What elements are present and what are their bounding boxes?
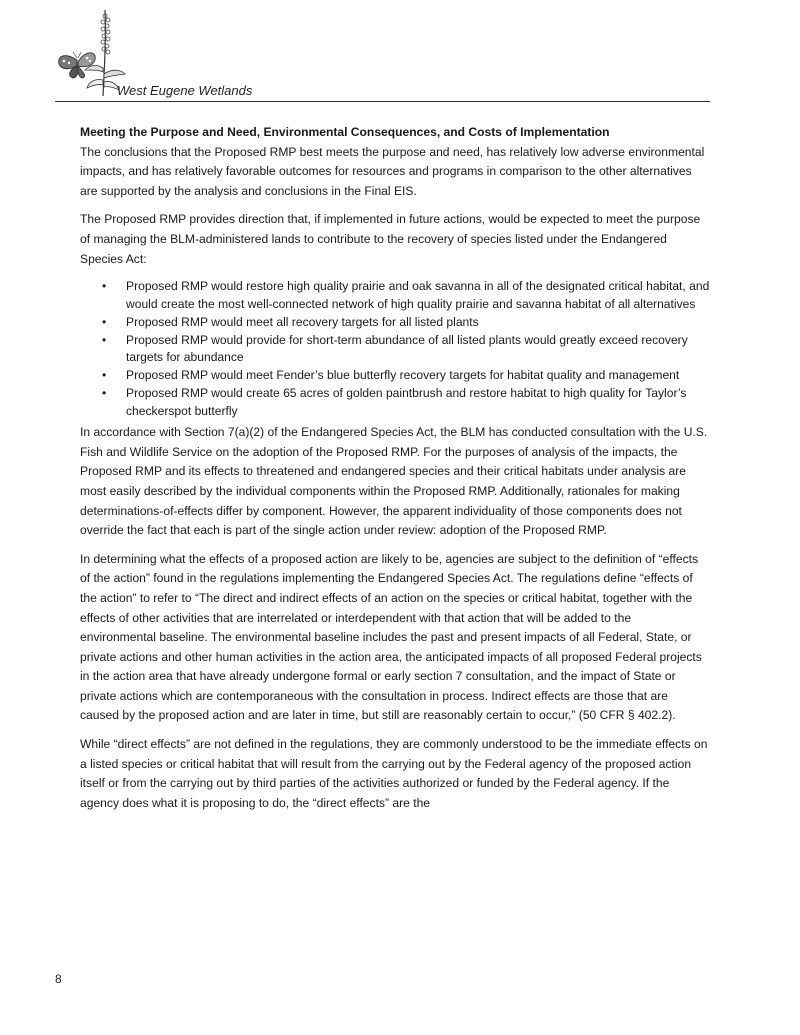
document-title: West Eugene Wetlands	[117, 83, 253, 98]
section-heading: Meeting the Purpose and Need, Environmental Consequences, and Costs of Implementation	[80, 125, 610, 139]
paragraph-2: The Proposed RMP provides direction that, if implemented in future actions, would be expected to meet the purpose of managing the BLM-administered lands to contribute to the recovery of species listed under the Endangered Species Act:	[80, 212, 701, 266]
bullet-list	[80, 278, 710, 420]
paragraph-3: In accordance with Section 7(a)(2) of the Endangered Species Act, the BLM has conducted consultation with the U.S. Fish and Wildlife Service on the adoption of the Proposed RMP. For the purposes of analysis of the impacts, the Proposed RMP and its effects to threatened and endangered species and their critical habitats under analysis are most easily described by the individual components within the Proposed RMP. Additionally, rationales for making determinations-of-effects differ by component. However, the apparent individuality of those components does not override the fact that each is part of the single action under review: adoption of the Proposed RMP.	[80, 425, 708, 538]
list-item-text: Proposed RMP would restore high quality prairie and oak savanna in all of the designated critical habitat, and would create the most well-connected network of high quality prairie and savanna habitat of all alternatives	[126, 279, 710, 311]
list-item	[80, 385, 710, 420]
header-divider	[55, 101, 710, 102]
paragraph-5: While “direct effects” are not defined in the regulations, they are commonly understood to be the immediate effects on a listed species or critical habitat that will result from the carrying out by the Federal agency of the proposed action itself or from the carrying out by third parties of the activities authorized or funded by the Federal agency. If the agency does what it is proposing to do, the “direct effects” are the	[80, 737, 708, 810]
bullet-icon: •	[102, 386, 107, 401]
list-item-text: Proposed RMP would meet all recovery targets for all listed plants	[126, 314, 479, 329]
list-item	[80, 367, 710, 385]
bullet-icon: •	[102, 279, 107, 294]
bullet-icon: •	[102, 368, 107, 383]
main-content	[80, 123, 710, 822]
list-item-text: Proposed RMP would meet Fender’s blue butterfly recovery targets for habitat quality and management	[126, 368, 680, 383]
list-item	[80, 314, 710, 332]
list-item	[80, 278, 710, 313]
bullet-icon: •	[102, 332, 107, 347]
bullet-icon: •	[102, 314, 107, 329]
list-item	[80, 332, 710, 367]
paragraph-intro	[80, 123, 710, 201]
list-item-text: Proposed RMP would provide for short-term abundance of all listed plants would greatly exceed recovery targets for abundance	[126, 332, 688, 365]
list-item-text: Proposed RMP would create 65 acres of golden paintbrush and restore habitat to high quality for Taylor’s checkerspot butterfly	[126, 386, 687, 418]
paragraph-4: In determining what the effects of a proposed action are likely to be, agencies are subject to the definition of “effects of the action” found in the regulations implementing the Endangered Species Act. The regulations define “effects of the action” to refer to “The direct and indirect effects of an action on the species or critical habitat, together with the effects of other activities that are interrelated or interdependent with that action that will be added to the environmental baseline. The environmental baseline includes the past and present impacts of all Federal, State, or private actions and other human activities in the action area, the anticipated impacts of all proposed Federal projects in the action area that have already undergone formal or early section 7 consultation, and the impact of State or private actions which are contemporaneous with the consultation in process. Indirect effects are those that are caused by the proposed action and are later in time, but still are reasonably certain to occur,” (50 CFR § 402.2).	[80, 551, 702, 723]
paragraph-1-text: The conclusions that the Proposed RMP best meets the purpose and need, has relatively low adverse environmental impacts, and has relatively favorable outcomes for resources and programs in comparison to the other alternatives are supported by the analysis and conclusions in the Final EIS.	[80, 144, 705, 198]
page-number: 8	[55, 972, 62, 986]
page-header	[55, 8, 710, 102]
